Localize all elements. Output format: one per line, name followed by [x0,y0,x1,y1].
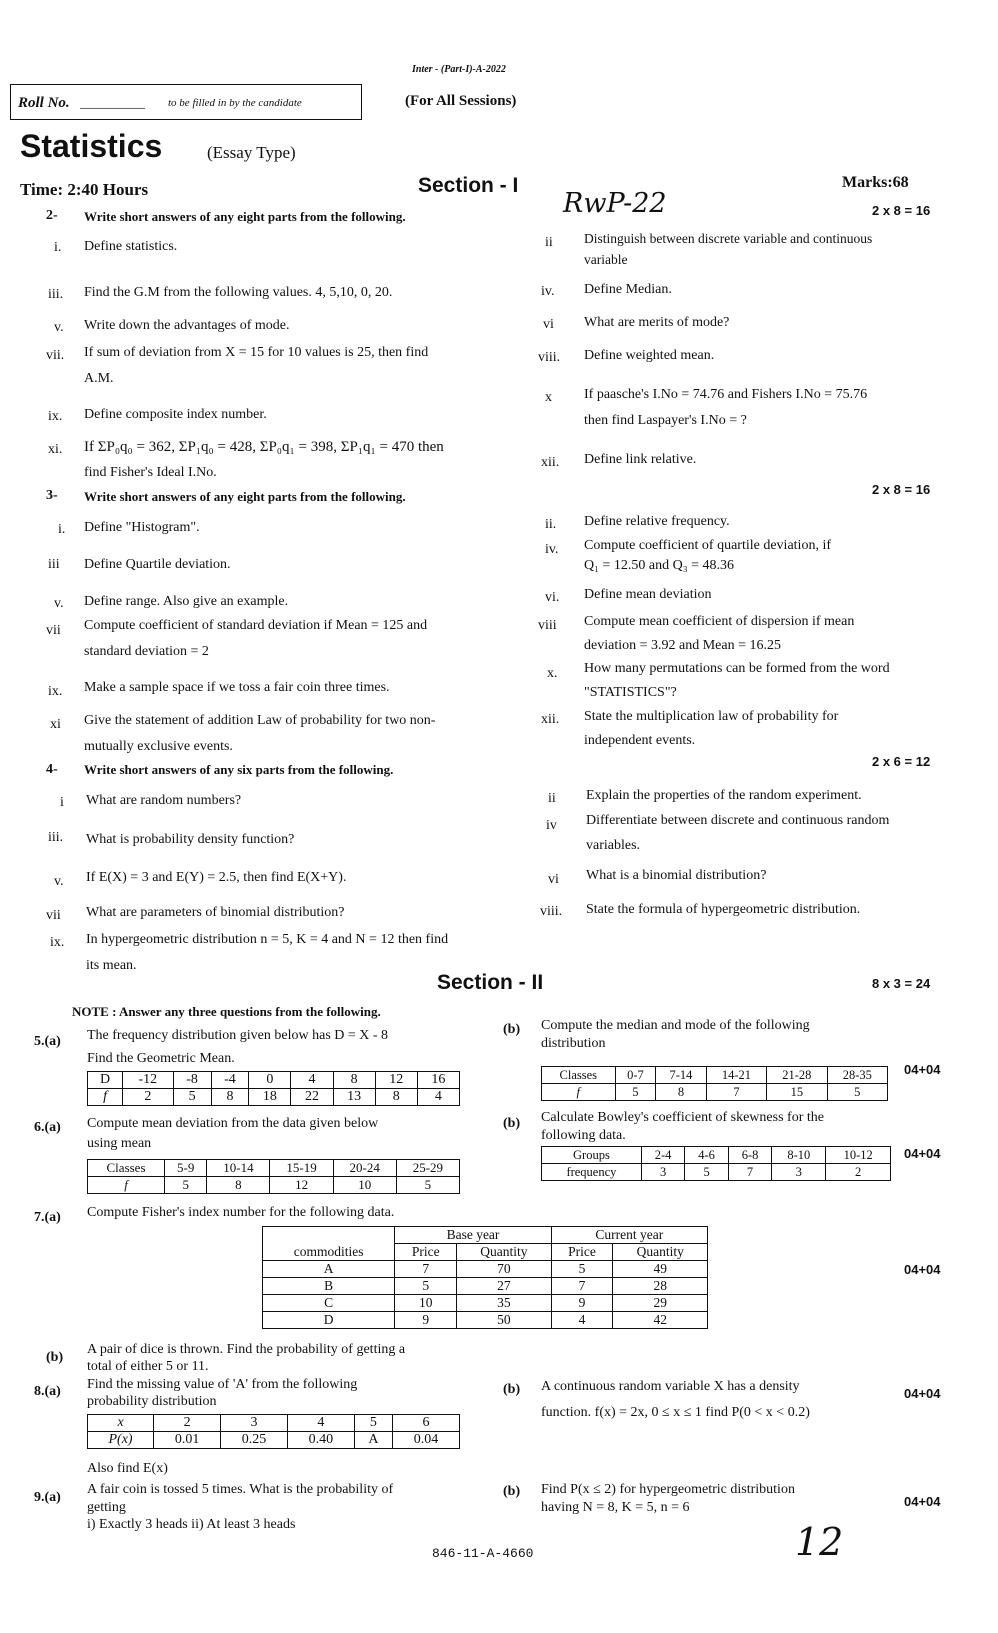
part-text: Write down the advantages of mode. [84,318,290,333]
part-number: ix. [48,684,63,699]
q8b-text: A continuous random variable X has a density [541,1379,800,1394]
cell: 7 [706,1084,766,1101]
cell: C [263,1295,395,1312]
cell: 4 [291,1072,333,1089]
part-text: Make a sample space if we toss a fair coin three times. [84,680,390,695]
sessions-label: (For All Sessions) [405,93,517,109]
q3-marks: 2 x 8 = 16 [872,482,931,497]
part-text: Distinguish between discrete variable and continuous [584,231,873,246]
part-number: vi. [545,590,560,605]
part-number: iii. [48,830,64,845]
q6b-number: (b) [503,1116,521,1131]
part-number: ix. [50,935,65,950]
cell: 6-8 [728,1147,771,1164]
cell: -8 [173,1072,211,1089]
cell: 2 [123,1089,174,1106]
q6a-number: 6.(a) [34,1120,61,1135]
cell: 5 [165,1177,207,1194]
table-row [88,1160,460,1177]
q8-marks: 04+04 [904,1386,941,1401]
section-2-note: NOTE : Answer any three questions from the following. [72,1004,381,1019]
row-header: f [542,1084,616,1101]
footer-code: 846-11-A-4660 [432,1546,534,1561]
table-row [88,1415,460,1432]
roll-label: Roll No. [18,95,70,111]
part-number: vii. [46,348,65,363]
section-1-title: Section - I [418,174,519,197]
cell: 8 [207,1177,270,1194]
cell: -12 [123,1072,174,1089]
q9-marks: 04+04 [904,1494,941,1509]
part-text: If E(X) = 3 and E(Y) = 2.5, then find E(X+Y). [86,870,347,885]
q9a-number: 9.(a) [34,1490,61,1505]
q6b-text: Calculate Bowley's coefficient of skewness for the [541,1110,824,1125]
column-header: commodities [263,1227,395,1261]
part-text-cont: deviation = 3.92 and Mean = 16.25 [584,638,781,653]
part-number: iv. [545,542,559,557]
part-text: Find the G.M from the following values. 4, 5,10, 0, 20. [84,285,393,300]
cell: 2-4 [641,1147,684,1164]
part-text: Explain the properties of the random experiment. [586,788,862,803]
q7a-number: 7.(a) [34,1210,61,1225]
part-number: ii [545,235,553,250]
part-text: What are parameters of binomial distribution? [86,905,345,920]
cell: 14-21 [706,1067,766,1084]
part-text-cont: its mean. [86,958,137,973]
cell: 5 [551,1261,613,1278]
q7-marks: 04+04 [904,1262,941,1277]
q6-marks: 04+04 [904,1146,941,1161]
table-row [263,1295,708,1312]
part-text: Give the statement of addition Law of probability for two non- [84,713,436,728]
part-number: i. [54,240,62,255]
q2-instruction: Write short answers of any eight parts from the following. [84,209,406,224]
q7b-text-cont: total of either 5 or 11. [87,1359,209,1374]
cell: 25-29 [396,1160,459,1177]
row-header: P(x) [88,1432,154,1449]
cell: 0.40 [287,1432,354,1449]
table-row [542,1164,891,1181]
cell: 0 [249,1072,291,1089]
handwritten-page-mark: 12 [795,1520,844,1564]
section-2-marks: 8 x 3 = 24 [872,976,931,991]
cell: 8 [375,1089,417,1106]
q3-instruction: Write short answers of any eight parts from the following. [84,489,406,504]
part-text: Define "Histogram". [84,520,200,535]
table-row [542,1147,891,1164]
q6a-text-cont: using mean [87,1136,152,1151]
column-header: Base year [395,1227,551,1244]
row-header: D [88,1072,123,1089]
cell: A [354,1432,392,1449]
part-text-cont: variables. [586,838,641,853]
part-text: Define Median. [584,282,672,297]
part-text: Define relative frequency. [584,514,730,529]
cell: 5 [354,1415,392,1432]
row-header: frequency [542,1164,642,1181]
cell: 8 [211,1089,249,1106]
q9b-number: (b) [503,1484,521,1499]
cell: 8-10 [772,1147,826,1164]
q5a-number: 5.(a) [34,1034,61,1049]
cell: 70 [457,1261,552,1278]
q5b-text: Compute the median and mode of the following [541,1018,810,1033]
column-header: Price [551,1244,613,1261]
q6a-text: Compute mean deviation from the data given below [87,1116,379,1131]
q8b-text-cont: function. f(x) = 2x, 0 ≤ x ≤ 1 find P(0 < x < 0.2) [541,1405,810,1420]
part-text: Differentiate between discrete and continuous random [586,813,890,828]
part-number: ii [548,791,556,806]
part-number: iv. [541,284,555,299]
part-number: vii [46,623,61,638]
total-marks: Marks:68 [842,174,909,191]
cell: 0-7 [615,1067,656,1084]
part-text: If ΣP₀q₀ = 362, ΣP₁q₀ = 428, ΣP₀q₁ = 398, ΣP₁q₁ = 470 then [84,439,444,455]
part-text: Define statistics. [84,239,178,254]
part-number: xii. [541,712,560,727]
part-text-cont: "STATISTICS"? [584,685,677,700]
q5a-table [87,1071,460,1106]
cell: 27 [457,1278,552,1295]
part-number: vi [548,872,559,887]
cell: 15 [767,1084,827,1101]
part-text: State the multiplication law of probability for [584,709,839,724]
cell: 3 [772,1164,826,1181]
cell: 6 [393,1415,460,1432]
part-text: Define Quartile deviation. [84,557,231,572]
q8a-text-cont: Also find E(x) [87,1461,168,1476]
cell: 10 [333,1177,396,1194]
q5b-table [541,1066,888,1101]
cell: A [263,1261,395,1278]
part-text: How many permutations can be formed from the word [584,661,890,676]
cell: 7 [728,1164,771,1181]
q5a-text-cont: Find the Geometric Mean. [87,1051,235,1066]
part-number: v. [54,874,64,889]
cell: 12 [375,1072,417,1089]
table-row [542,1067,888,1084]
cell: 0.01 [154,1432,221,1449]
part-text: Compute coefficient of standard deviation if Mean = 125 and [84,618,428,633]
part-text: Define weighted mean. [584,348,715,363]
column-header: Quantity [457,1244,552,1261]
cell: 29 [613,1295,708,1312]
cell: -4 [211,1072,249,1089]
table-row [263,1278,708,1295]
q5-marks: 04+04 [904,1062,941,1077]
cell: 5 [396,1177,459,1194]
cell: 5 [685,1164,728,1181]
part-number: xii. [541,455,560,470]
cell: 10 [395,1295,457,1312]
cell: 7 [551,1278,613,1295]
q8b-number: (b) [503,1382,521,1397]
q2-number: 2- [46,208,58,223]
part-number: viii. [538,350,561,365]
part-text-cont: standard deviation = 2 [84,644,209,659]
part-text: What is probability density function? [86,832,295,847]
cell: 12 [270,1177,333,1194]
time-label: Time: 2:40 Hours [20,180,149,199]
row-header: f [88,1177,165,1194]
part-text: Compute mean coefficient of dispersion if mean [584,614,855,629]
cell: 5 [173,1089,211,1106]
part-text-cont: then find Laspayer's I.No = ? [584,413,747,428]
part-text-cont: A.M. [84,371,114,386]
q2-marks: 2 x 8 = 16 [872,203,931,218]
q9b-text-cont: having N = 8, K = 5, n = 6 [541,1500,690,1515]
q7b-text: A pair of dice is thrown. Find the probability of getting a [87,1342,406,1357]
cell: 21-28 [767,1067,827,1084]
q8a-table [87,1414,460,1449]
part-text: What is a binomial distribution? [586,868,767,883]
cell: 15-19 [270,1160,333,1177]
cell: 4-6 [685,1147,728,1164]
cell: 4 [551,1312,613,1329]
handwritten-code: RwP-22 [563,188,667,219]
part-text: If paasche's I.No = 74.76 and Fishers I.No = 75.76 [584,387,868,402]
column-header: Quantity [613,1244,708,1261]
part-text: What are random numbers? [86,793,242,808]
table-row [263,1227,708,1244]
table-row [88,1177,460,1194]
cell: 28 [613,1278,708,1295]
cell: 5-9 [165,1160,207,1177]
column-header: Current year [551,1227,707,1244]
part-number: v. [54,596,64,611]
cell: B [263,1278,395,1295]
table-row [88,1089,460,1106]
q9a-text-cont: getting [87,1500,126,1515]
cell: 0.04 [393,1432,460,1449]
cell: 0.25 [221,1432,288,1449]
q9b-text: Find P(x ≤ 2) for hypergeometric distribution [541,1482,795,1497]
cell: 5 [615,1084,656,1101]
row-header: Classes [542,1067,616,1084]
cell: 42 [613,1312,708,1329]
q4-marks: 2 x 6 = 12 [872,754,931,769]
part-number: i [60,795,64,810]
q6a-table [87,1159,460,1194]
part-number: vii [46,908,61,923]
cell: 2 [154,1415,221,1432]
q8a-number: 8.(a) [34,1384,61,1399]
cell: 20-24 [333,1160,396,1177]
q8a-text: Find the missing value of 'A' from the following [87,1377,358,1392]
part-number: x. [547,666,558,681]
part-number: xi [50,717,61,732]
q5b-text-cont: distribution [541,1036,606,1051]
part-number: x [545,390,552,405]
cell: 8 [656,1084,707,1101]
q7a-table [262,1226,708,1329]
column-header: Price [395,1244,457,1261]
part-text: In hypergeometric distribution n = 5, K = 4 and N = 12 then find [86,932,449,947]
q4-number: 4- [46,762,58,777]
row-header: Groups [542,1147,642,1164]
roll-note: to be filled in by the candidate [168,97,302,109]
part-number: vi [543,317,554,332]
part-number: iii. [48,287,64,302]
part-number: ix. [48,409,63,424]
cell: 4 [287,1415,354,1432]
cell: D [263,1312,395,1329]
cell: 22 [291,1089,333,1106]
q9a-subparts: i) Exactly 3 heads ii) At least 3 heads [87,1517,296,1532]
q6b-text-cont: following data. [541,1128,626,1143]
cell: 3 [221,1415,288,1432]
part-text: Define composite index number. [84,407,267,422]
cell: 13 [333,1089,375,1106]
table-row [88,1432,460,1449]
part-text-cont: variable [584,252,628,267]
row-header: f [88,1089,123,1106]
q8a-text-cont: probability distribution [87,1394,217,1409]
cell: 2 [826,1164,891,1181]
q4-instruction: Write short answers of any six parts from the following. [84,762,394,777]
part-number: iv [546,818,557,833]
q6b-table [541,1146,891,1181]
part-text: Define link relative. [584,452,697,467]
table-row [263,1312,708,1329]
q3-number: 3- [46,488,58,503]
cell: 5 [827,1084,887,1101]
cell: 49 [613,1261,708,1278]
part-number: v. [54,320,64,335]
part-number: viii [538,618,557,633]
part-number: xi. [48,442,63,457]
part-number: i. [58,522,66,537]
part-text: Compute coefficient of quartile deviation, if [584,538,831,553]
table-row [542,1084,888,1101]
q5a-text: The frequency distribution given below has D = X - 8 [87,1028,389,1043]
part-number: ii. [545,517,557,532]
section-2-title: Section - II [437,971,544,994]
paper-code: Inter - (Part-I)-A-2022 [412,64,506,75]
q7b-number: (b) [46,1350,64,1365]
cell: 7 [395,1261,457,1278]
cell: 7-14 [656,1067,707,1084]
cell: 5 [395,1278,457,1295]
part-text: State the formula of hypergeometric distribution. [586,902,861,917]
cell: 50 [457,1312,552,1329]
part-text: Define mean deviation [584,587,712,602]
q9a-text: A fair coin is tossed 5 times. What is the probability of [87,1482,394,1497]
cell: 35 [457,1295,552,1312]
part-text: What are merits of mode? [584,315,730,330]
part-text-cont: Q₁ = 12.50 and Q₃ = 48.36 [584,558,734,573]
part-text: If sum of deviation from X = 15 for 10 values is 25, then find [84,345,429,360]
roll-blank: __________ [80,95,145,110]
part-text-cont: mutually exclusive events. [84,739,233,754]
part-text: Define range. Also give an example. [84,594,289,609]
row-header: Classes [88,1160,165,1177]
cell: 16 [417,1072,459,1089]
paper-type: (Essay Type) [207,143,296,162]
cell: 9 [395,1312,457,1329]
part-number: iii [48,557,60,572]
subject-title: Statistics [20,128,163,164]
part-text-cont: independent events. [584,733,696,748]
cell: 10-12 [826,1147,891,1164]
cell: 4 [417,1089,459,1106]
q5b-number: (b) [503,1022,521,1037]
part-text-cont: find Fisher's Ideal I.No. [84,465,217,480]
q7a-text: Compute Fisher's index number for the following data. [87,1205,395,1220]
cell: 8 [333,1072,375,1089]
cell: 9 [551,1295,613,1312]
table-row [88,1072,460,1089]
cell: 18 [249,1089,291,1106]
cell: 3 [641,1164,684,1181]
cell: 10-14 [207,1160,270,1177]
cell: 28-35 [827,1067,887,1084]
row-header: x [88,1415,154,1432]
part-number: viii. [540,904,563,919]
table-row [263,1261,708,1278]
